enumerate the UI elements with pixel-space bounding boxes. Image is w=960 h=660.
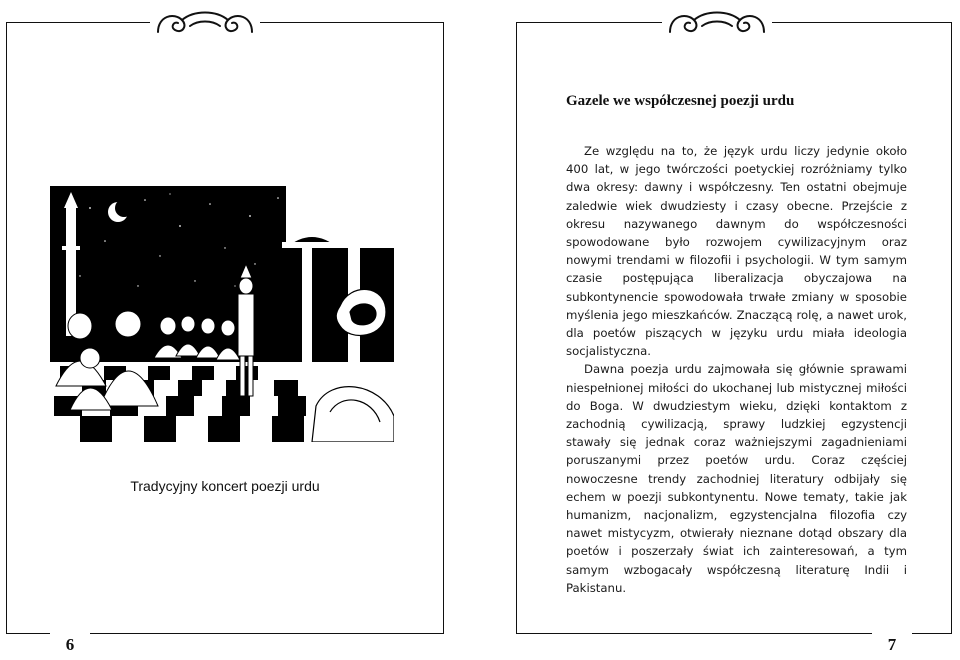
- illustration-caption: Tradycyjny koncert poezji urdu: [130, 478, 320, 494]
- scroll-ornament-icon: [662, 2, 772, 40]
- page-number-left: 6: [50, 632, 90, 658]
- paragraph: Dawna poezja urdu zajmowała się głównie sprawami niespełnionej miłości do ukochanej lub mistycznej miłości do Boga. W dwudziestym wieku, dzięki kontaktom z zachodnią cywilizacją, sprawy ludzkiej egzystencji stawały się jednak coraz ważniejszymi zagadnieniami poruszanymi przez poetów urdu. Coraz częściej nowoczesne trendy zachodniej literatury odbijały się echem w poezji subkontynentu. Nowe tematy, takie jak humanizm, nacjonalizm, egzystencjalna filozofia czy nawet mistycyzm, otwierały nieznane dotąd obszary dla poetów i poszerzały świat ich zainteresowań, a tym samym wzbogacały współczesną literaturę Indii i Pakistanu.: [566, 362, 907, 595]
- body-text: [566, 142, 907, 597]
- scroll-ornament-icon: [150, 2, 260, 40]
- poetry-concert-illustration: [50, 186, 394, 442]
- page-number-right: 7: [872, 632, 912, 658]
- paragraph: Ze względu na to, że język urdu liczy jedynie około 400 lat, w jego twórczości poetyckiej rozróżniamy tylko dwa okresy: dawny i współczesny. Ten ostatni obejmuje zaledwie wiek dwudziesty i czasy obecne. Przejście z okresu nazywanego dawnym do współczesności spowodowane było rozwojem cywilizacyjnym oraz nowymi trendami w filozofii i psychologii. W tym samym czasie postępująca liberalizacja obyczajowa na subkontynencie spowodowała trwałe zmiany w sposobie myślenia jego mieszkańców. Znaczącą rolę, a nawet urok, dla poetów piszących w języku urdu miała ideologia socjalistyczna.: [566, 144, 907, 359]
- chapter-title: Gazele we współczesnej poezji urdu: [566, 93, 795, 109]
